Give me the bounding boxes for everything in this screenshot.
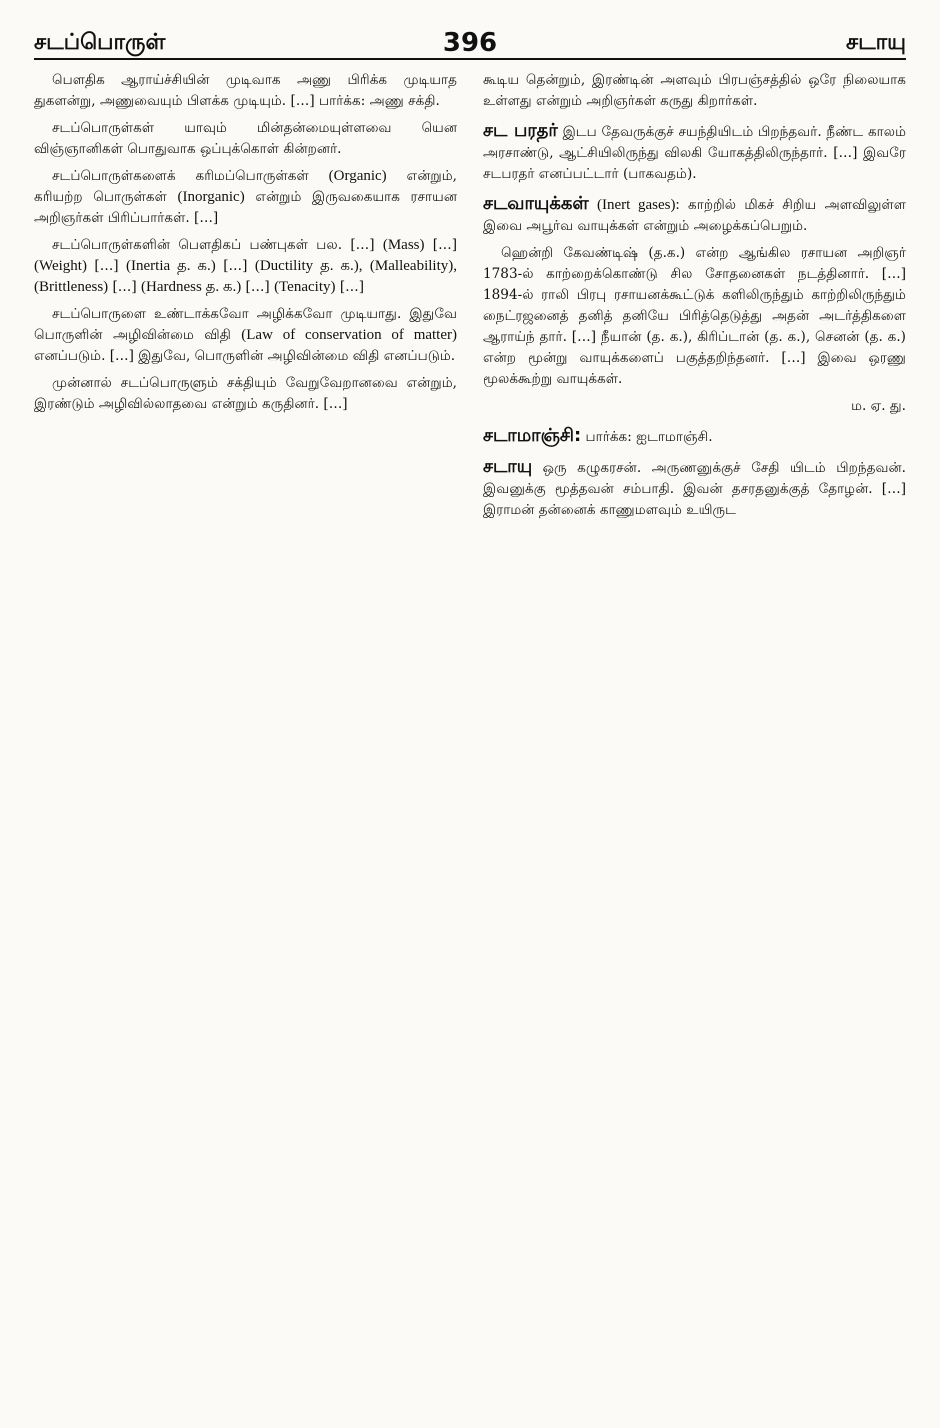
para-text: என்றும் இருவகையாக ரசாயன அறிஞர்கள் பிரிப்பார்கள்.	[34, 189, 457, 226]
two-column-body	[34, 70, 906, 527]
headword: சட பரதர்	[483, 120, 558, 141]
see-also: பார்க்க: அணு சக்தி.	[318, 93, 440, 109]
para-gap: […]	[94, 258, 119, 274]
page-header	[34, 18, 906, 60]
para-text: நீயான் (த. க.), கிரிப்டான் (த. க.), செனன் (த. க.) என்ற மூன்று வாயுக்களைப் பகுத்தறிந்தனர்.	[483, 329, 906, 366]
para-text: இதுவே, பொருளின் அழிவின்மை விதி எனப்படும்.	[138, 348, 456, 364]
english-term: (Hardness த. க.)	[141, 279, 242, 295]
para-gap: […]	[339, 279, 365, 295]
para-text: முன்னால் சடப்பொருளும் சக்தியும் வேறுவேறானவை என்றும், இரண்டும் அழிவில்லாதவை என்றும் கருதினர்.	[34, 375, 457, 412]
para-gap: […]	[881, 481, 906, 497]
english-term: (Law of conservation of matter)	[241, 327, 457, 343]
entry-sadayu	[483, 456, 906, 521]
para-gap: […]	[112, 279, 137, 295]
english-term: (Ductility த. க.),	[254, 258, 363, 274]
left-column	[34, 70, 457, 527]
right-column	[483, 70, 906, 527]
english-term: (Mass)	[382, 237, 425, 253]
para-text: பௌதிக ஆராய்ச்சியின் முடிவாக அணு பிரிக்க முடியாத துகளன்று, அணுவையும் பிளக்க முடியும்.	[34, 72, 457, 109]
paragraph-conservation	[34, 304, 457, 367]
para-gap: […]	[290, 93, 315, 109]
para-gap: […]	[881, 266, 906, 282]
english-term: (Brittleness)	[34, 279, 109, 295]
entry-sadabharatar	[483, 120, 906, 185]
para-text: 1894-ல் ராலி பிரபு ரசாயனக்கூட்டுக் களிலிருந்தும் காற்றிலிருந்தும் நைட்ரஜனைத் தனித் தனியே பிரித்தெடுத்து அதன் அடர்த்திகளை ஆராய்ந் தார்.	[483, 287, 906, 345]
paragraph-electric: சடப்பொருள்கள் யாவும் மின்தன்மையுள்ளவை யென விஞ்ஞானிகள் பொதுவாக ஒப்புக்கொள் கின்றனர்.	[34, 120, 457, 157]
para-text: இவை ஒரணு மூலக்கூற்று வாயுக்கள்.	[483, 350, 907, 387]
running-head-left: சடப்பொருள்	[34, 30, 166, 55]
paragraph-properties	[34, 235, 457, 298]
headword: சடவாயுக்கள்	[483, 193, 589, 214]
english-term: (Tenacity)	[274, 279, 336, 295]
english-term: (Weight)	[34, 258, 87, 274]
para-gap: […]	[194, 210, 219, 226]
entry-text: காற்றில் மிகச் சிறிய அளவிலுள்ள இவை அபூர்வ வாயுக்கள் என்றும் அழைக்கப்பெறும்.	[483, 197, 906, 234]
headword: சடாமாஞ்சி:	[483, 425, 582, 446]
paragraph-organic	[34, 166, 457, 229]
para-gap: […]	[833, 145, 858, 161]
para-gap: […]	[109, 348, 134, 364]
paragraph-energy	[34, 373, 457, 415]
english-term: (Malleability),	[369, 258, 457, 274]
entry-text: ஒரு கழுகரசன். அருணனுக்குச் சேதி யிடம் பிறந்தவன். இவனுக்கு மூத்தவன் சம்பாதி. இவன் தசரதனுக்குத் தோழன்.	[483, 460, 906, 497]
english-term: (Inertia த. க.)	[126, 258, 216, 274]
paragraph-atom	[34, 70, 457, 112]
english-term: (Inert gases):	[596, 197, 680, 213]
entry-text: பார்க்க: ஐடாமாஞ்சி.	[585, 429, 713, 445]
para-text: என்றும், கரியற்ற பொருள்கள்	[34, 168, 458, 205]
running-head-right: சடாயு	[845, 30, 906, 55]
entry-text: இராமன் தன்னைக் காணுமளவும் உயிருட	[483, 502, 736, 518]
entry-inert-gases	[483, 193, 906, 237]
english-term: (Inorganic)	[177, 189, 245, 205]
paragraph-continued: கூடிய தென்றும், இரண்டின் அளவும் பிரபஞ்சத்தில் ஒரே நிலையாக உள்ளது என்றும் அறிஞர்கள் கருது கிறார்கள்.	[483, 72, 906, 109]
entry-text: இவரே சடபரதர் எனப்பட்டார் (பாகவதம்).	[483, 145, 906, 182]
para-text: சடப்பொருளை உண்டாக்கவோ அழிக்கவோ முடியாது. இதுவே பொருளின் அழிவின்மை விதி	[34, 306, 457, 343]
para-gap: […]	[350, 237, 375, 253]
headword: சடாயு	[483, 456, 533, 477]
entry-text: இடப தேவருக்குச் சயந்தியிடம் பிறந்தவர். நீண்ட காலம் அரசாண்டு, ஆட்சியிலிருந்து விலகி யோகத்திலிருந்தார்.	[483, 124, 907, 161]
para-gap: […]	[432, 237, 457, 253]
para-text: சடப்பொருள்களைக் கரிமப்பொருள்கள்	[52, 168, 309, 184]
author-initials: ம. ஏ. து.	[851, 398, 906, 414]
page-number: 396	[442, 28, 498, 58]
para-text: ஹென்றி கேவண்டிஷ் (த.க.) என்ற ஆங்கில ரசாயன அறிஞர் 1783-ல் காற்றைக்கொண்டு சில சோதனைகள் நடத்தினார்.	[483, 245, 906, 282]
para-gap: […]	[323, 396, 348, 412]
para-gap: […]	[781, 350, 806, 366]
para-text: எனப்படும்.	[34, 348, 106, 364]
para-text: சடப்பொருள்களின் பௌதிகப் பண்புகள் பல.	[52, 237, 343, 253]
entry-sadamanji	[483, 425, 906, 448]
para-gap: […]	[223, 258, 248, 274]
para-gap: […]	[571, 329, 596, 345]
paragraph-cavendish	[483, 243, 906, 390]
english-term: (Organic)	[328, 168, 387, 184]
para-gap: […]	[245, 279, 270, 295]
